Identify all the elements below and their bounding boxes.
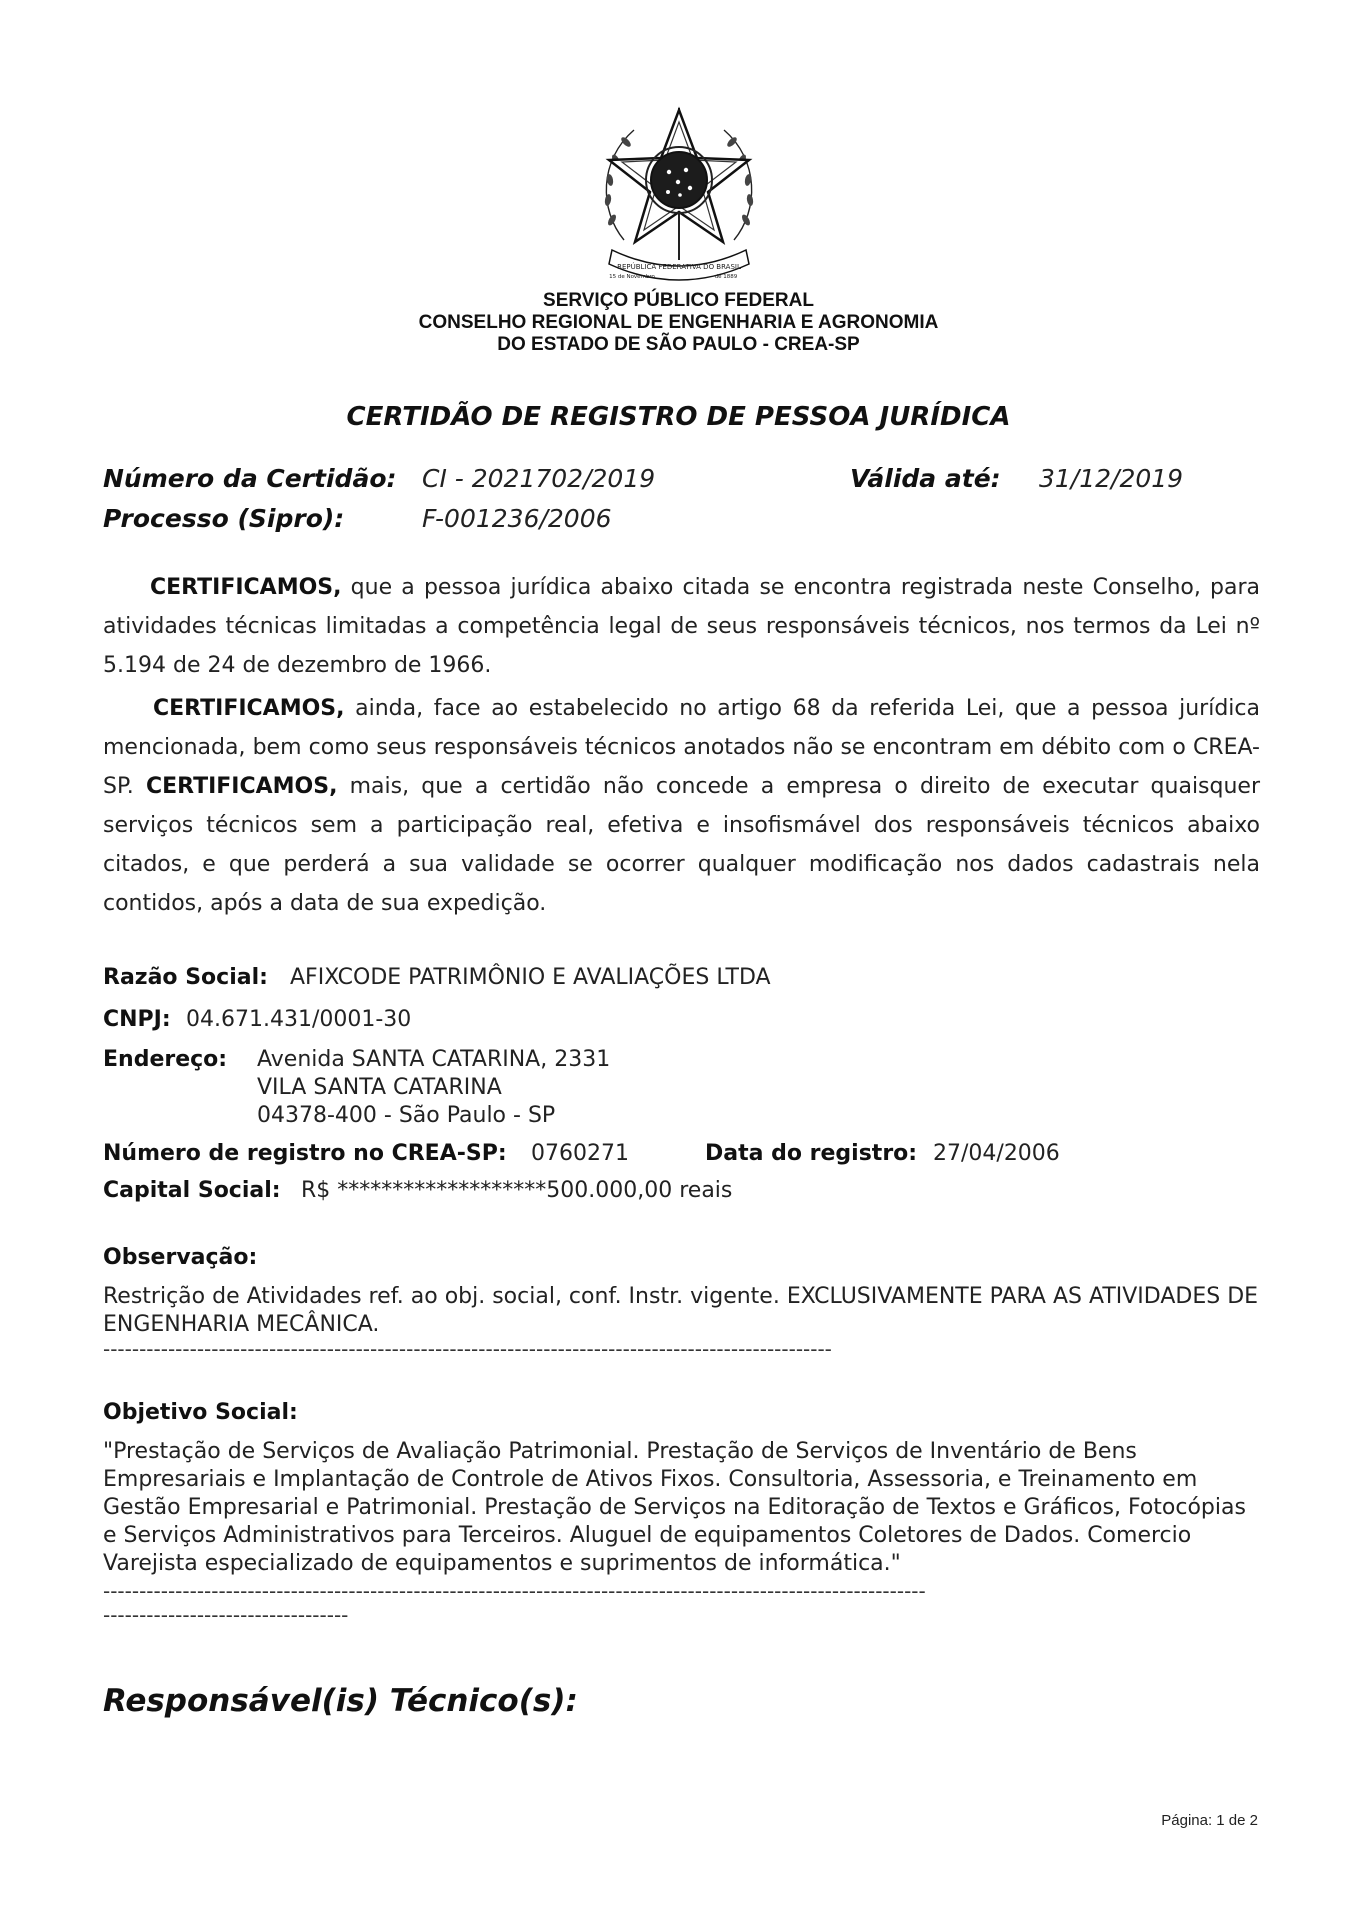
objetivo-separator-1: ------------------------------------------------------------------------------------------------------------------	[103, 1579, 926, 1603]
document-title: CERTIDÃO DE REGISTRO DE PESSOA JURÍDICA	[346, 402, 1011, 432]
responsaveis-title: Responsável(is) Técnico(s):	[103, 1683, 578, 1719]
paragraph-2-text: ainda, face ao estabelecido no artigo 68 da referida Lei, que a pessoa jurídica mencionada, bem como seus responsáveis técnicos anotados não se encontram em débito com o CREA-SP.	[103, 696, 1260, 799]
objetivo-label: Objetivo Social:	[103, 1400, 298, 1425]
cnpj-value: 04.671.431/0001-30	[186, 1007, 412, 1032]
coat-of-arms-emblem	[594, 100, 764, 285]
paragraph-2-lead-2: CERTIFICAMOS,	[145, 774, 338, 799]
paragraph-2-lead: CERTIFICAMOS,	[153, 696, 345, 721]
endereco-line-2: VILA SANTA CATARINA	[257, 1075, 502, 1100]
paragraph-2-text-2: mais, que a certidão não concede a empresa o direito de executar quaisquer serviços técnicos sem a participação real, efetiva e insofismável dos responsáveis técnicos abaixo citados, e que perderá a sua validade se ocorrer qualquer modificação nos dados cadastrais nela contidos, após a data de sua expedição.	[103, 774, 1261, 916]
header-line-2: CONSELHO REGIONAL DE ENGENHARIA E AGRONOMIA	[418, 312, 939, 333]
endereco-line-1: Avenida SANTA CATARINA, 2331	[257, 1047, 611, 1072]
endereco-label: Endereço:	[103, 1047, 228, 1072]
process-label: Processo (Sipro):	[103, 504, 345, 533]
header-line-3: DO ESTADO DE SÃO PAULO - CREA-SP	[497, 334, 860, 355]
observacao-label: Observação:	[103, 1245, 258, 1270]
registro-value: 0760271	[531, 1141, 629, 1166]
objetivo-separator-2: ----------------------------------	[103, 1603, 349, 1627]
paragraph-1-lead: CERTIFICAMOS,	[150, 575, 342, 600]
capital-social-value: R$ *******************500.000,00 reais	[301, 1178, 733, 1203]
observacao-text: Restrição de Atividades ref. ao obj. social, conf. Instr. vigente. EXCLUSIVAMENTE PARA AS ATIVIDADES DE ENGENHARIA MECÂNICA.	[103, 1284, 1259, 1337]
certificate-number-value: CI - 2021702/2019	[422, 464, 656, 493]
data-registro-label: Data do registro:	[705, 1141, 918, 1166]
capital-social-label: Capital Social:	[103, 1178, 281, 1203]
paragraph-1	[103, 568, 1260, 685]
endereco-line-3: 04378-400 - São Paulo - SP	[257, 1103, 556, 1128]
emblem-date-left: 15 de Novembro	[609, 274, 655, 280]
header-line-1: SERVIÇO PÚBLICO FEDERAL	[543, 290, 814, 311]
valid-until-value: 31/12/2019	[1039, 464, 1184, 493]
razao-social-label: Razão Social:	[103, 965, 268, 990]
objetivo-text: "Prestação de Serviços de Avaliação Patrimonial. Prestação de Serviços de Inventário de Bens Empresariais e Implantação de Controle de Ativos Fixos. Consultoria, Assessoria, e Treinamento em Gestão Empresarial e Patrimonial. Prestação de Serviços na Editoração de Textos e Gráficos, Fotocópias e Serviços Administrativos para Terceiros. Aluguel de equipamentos Coletores de Dados. Comercio Varejista especializado de equipamentos e suprimentos de informática."	[103, 1439, 1246, 1576]
data-registro-value: 27/04/2006	[933, 1141, 1060, 1166]
registro-label: Número de registro no CREA-SP:	[103, 1141, 507, 1166]
emblem-date-right: de 1889	[714, 274, 738, 280]
paragraph-2	[103, 689, 1260, 923]
razao-social-value: AFIXCODE PATRIMÔNIO E AVALIAÇÕES LTDA	[290, 965, 771, 990]
valid-until-label: Válida até:	[850, 464, 1001, 493]
certificate-number-label: Número da Certidão:	[103, 464, 397, 493]
emblem-ribbon-text: REPÚBLICA FEDERATIVA DO BRASIL	[617, 263, 741, 271]
cnpj-label: CNPJ:	[103, 1007, 171, 1032]
process-value: F-001236/2006	[422, 504, 612, 533]
paragraph-1-text: que a pessoa jurídica abaixo citada se encontra registrada neste Conselho, para atividades técnicas limitadas a competência legal de seus responsáveis técnicos, nos termos da Lei nº 5.194 de 24 de dezembro de 1966.	[103, 575, 1260, 678]
observacao-separator: -----------------------------------------------------------------------------------------------------	[103, 1337, 832, 1361]
page-number: Página: 1 de 2	[1161, 1812, 1258, 1829]
